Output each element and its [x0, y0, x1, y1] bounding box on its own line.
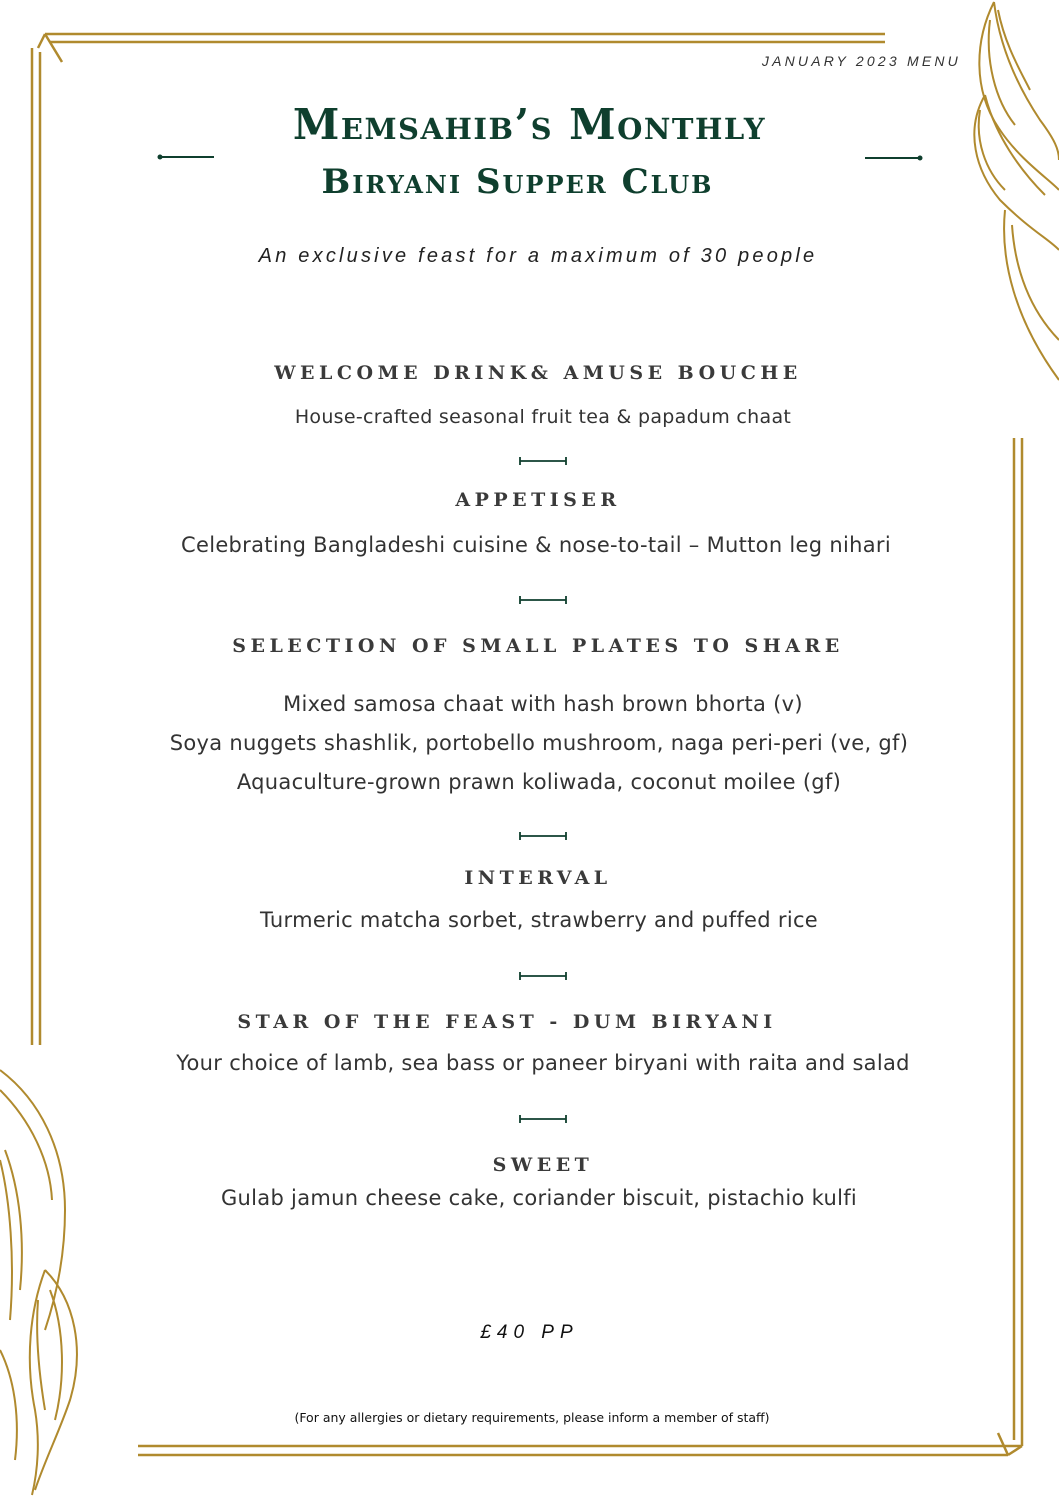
course-heading-sweet: SWEET [492, 1154, 594, 1176]
leaf-bottom-left-icon [0, 1070, 77, 1495]
course-item: Aquaculture-grown prawn koliwada, coconut moilee (gf) [236, 770, 842, 794]
course-heading-interval: INTERVAL [464, 867, 612, 889]
price-per-person: £40 PP [480, 1322, 579, 1343]
course-item: Turmeric matcha sorbet, strawberry and puffed rice [259, 908, 819, 932]
course-item: Soya nuggets shashlik, portobello mushroom, naga peri-peri (ve, gf) [169, 731, 909, 755]
course-item: Gulab jamun cheese cake, coriander biscuit, pistachio kulfi [220, 1186, 858, 1210]
menu-subtitle: An exclusive feast for a maximum of 30 people [258, 245, 818, 267]
menu-title-line1: Memsahib’s Monthly [292, 100, 767, 149]
course-heading-star-of-feast: STAR OF THE FEAST - DUM BIRYANI [237, 1011, 777, 1033]
course-item: Your choice of lamb, sea bass or paneer biryani with raita and salad [176, 1051, 910, 1075]
course-heading-welcome: WELCOME DRINK& AMUSE BOUCHE [274, 362, 802, 384]
menu-title-line2: Biryani Supper Club [321, 162, 714, 202]
course-heading-small-plates: SELECTION OF SMALL PLATES TO SHARE [232, 635, 844, 657]
course-item: House-crafted seasonal fruit tea & papadum chaat [294, 406, 792, 428]
allergy-footnote: (For any allergies or dietary requirements, please inform a member of staff) [294, 1410, 770, 1425]
menu-month-label: JANUARY 2023 MENU [761, 53, 961, 69]
course-heading-appetiser: APPETISER [455, 489, 621, 511]
course-item: Celebrating Bangladeshi cuisine & nose-to-tail – Mutton leg nihari [181, 533, 891, 557]
course-item: Mixed samosa chaat with hash brown bhorta (v) [283, 692, 803, 716]
